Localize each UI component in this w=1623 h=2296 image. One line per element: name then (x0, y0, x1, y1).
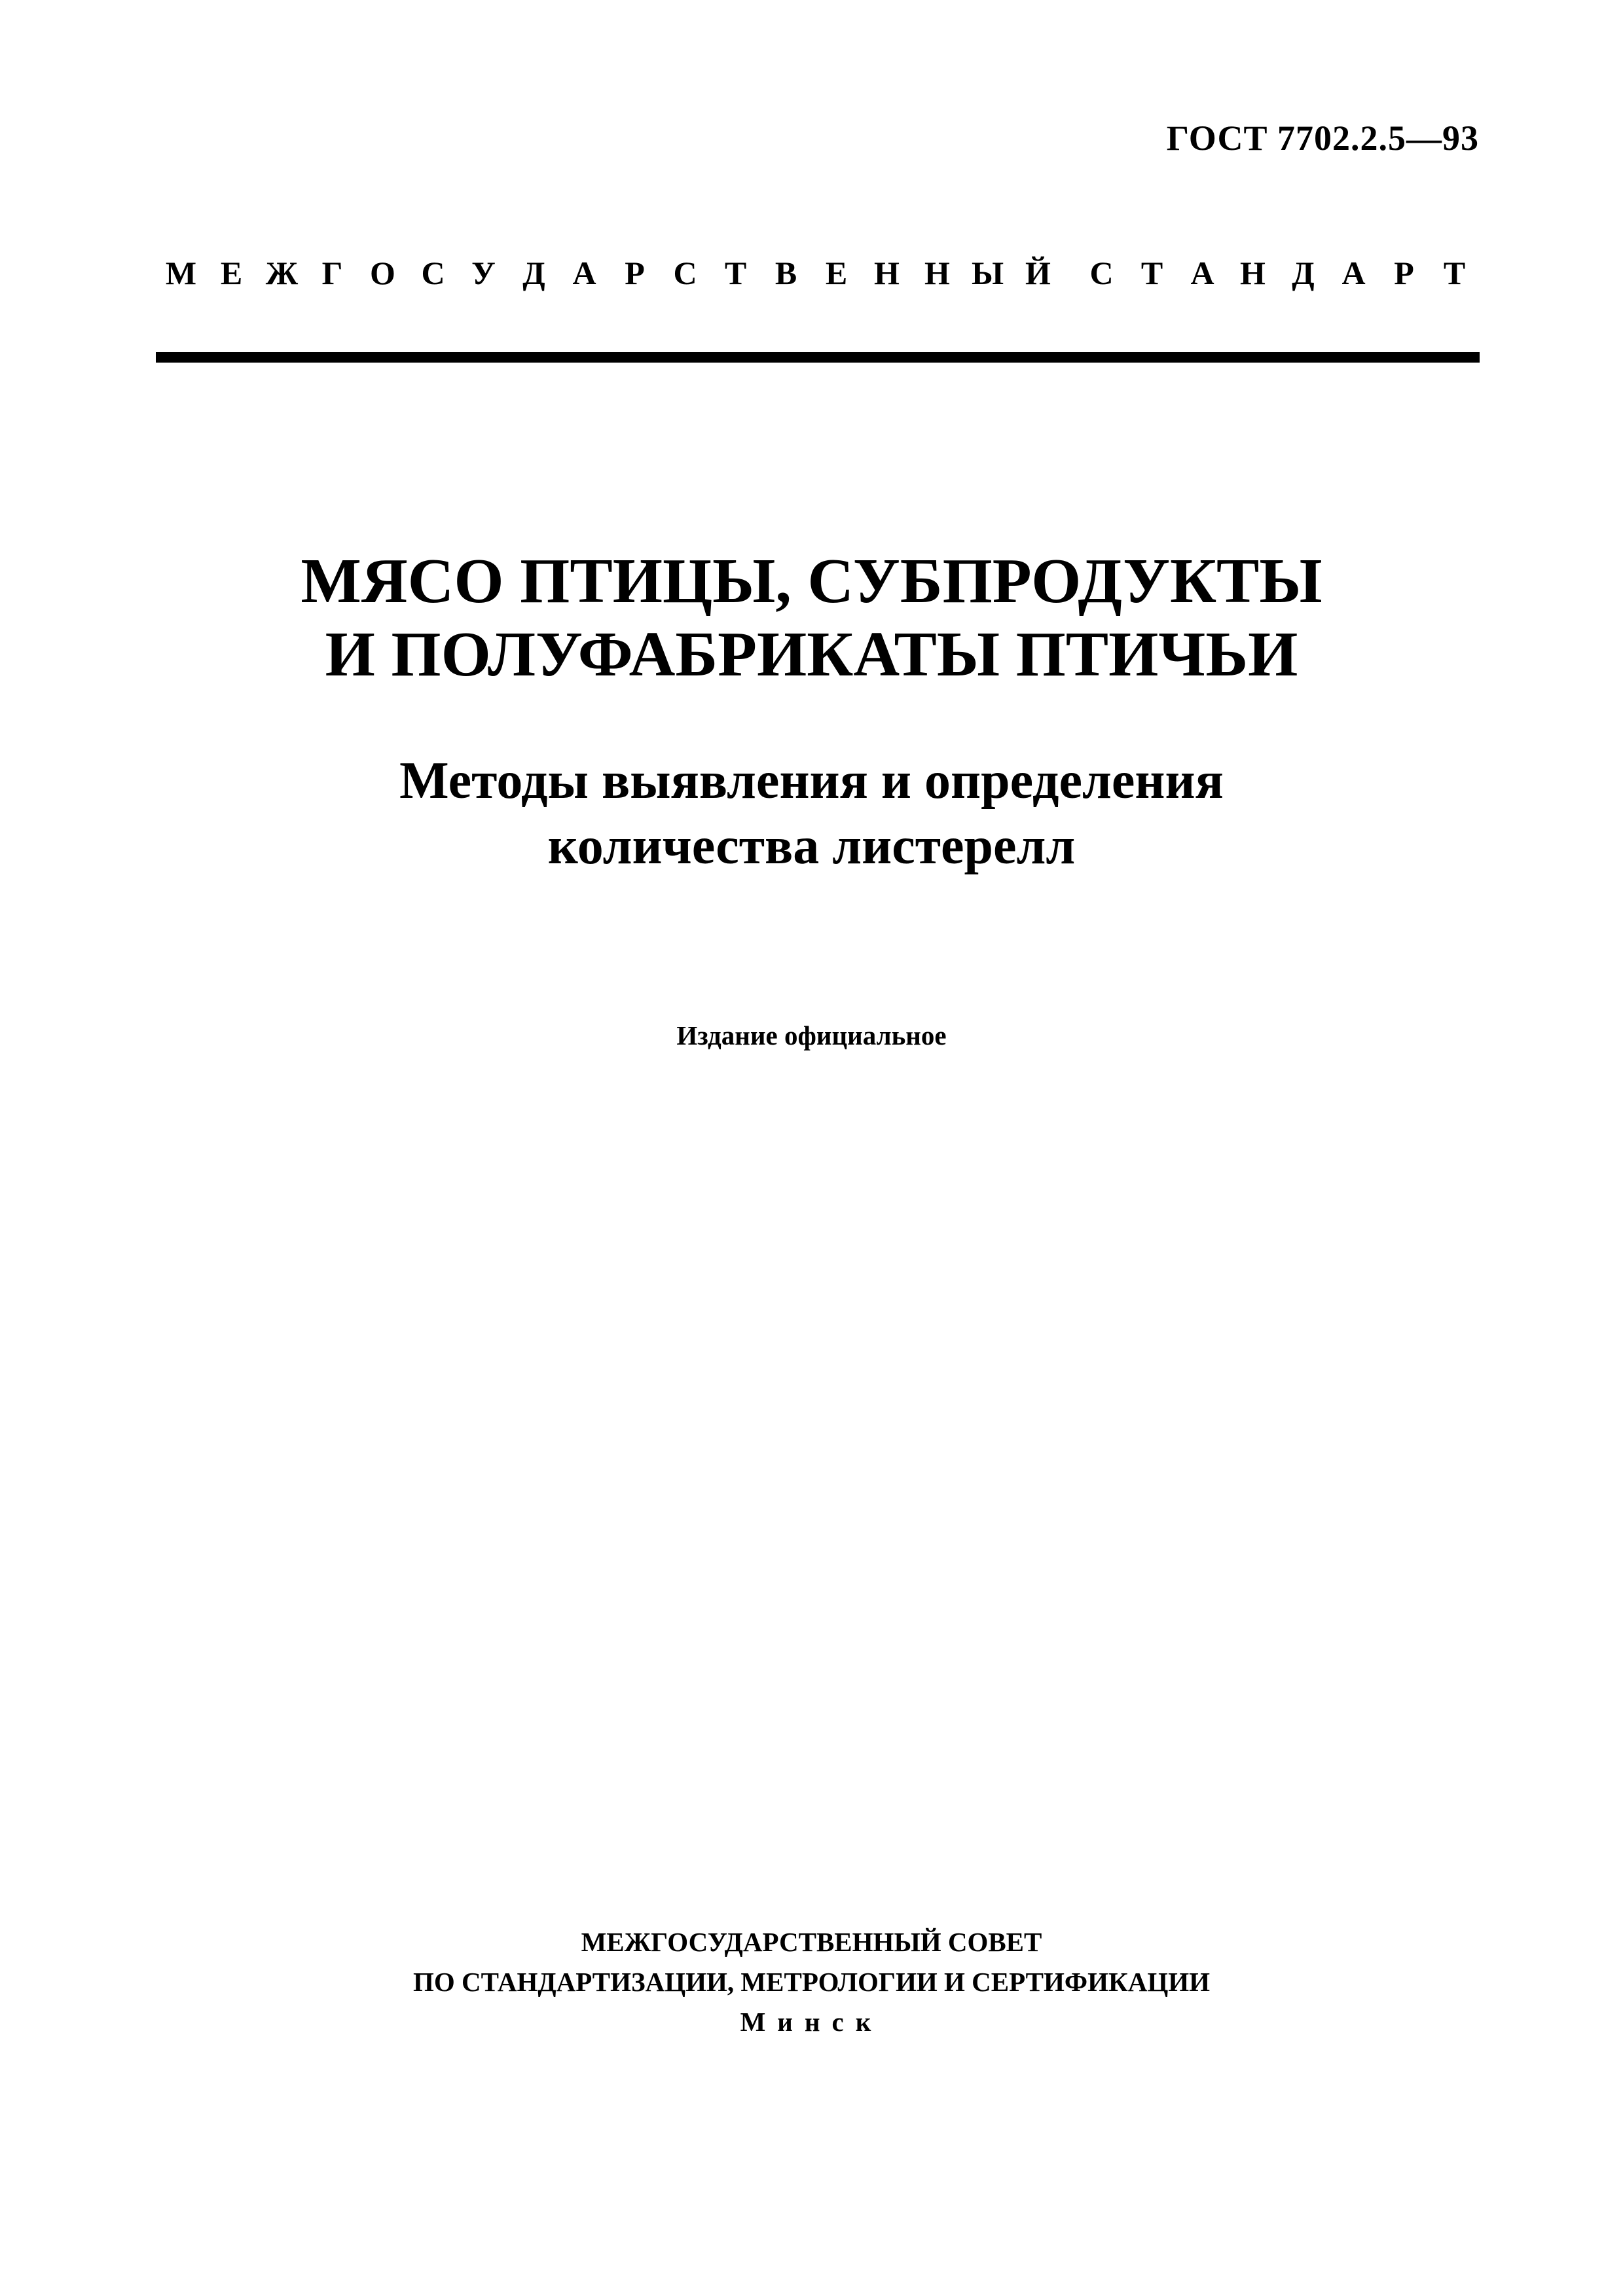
heading-letter: С (1089, 255, 1114, 291)
heading-letter: М (165, 255, 197, 291)
heading-letter: А (572, 255, 596, 291)
heading-letter: В (775, 255, 797, 291)
heading-letter: Ы (971, 255, 1004, 291)
heading-letter: О (370, 255, 395, 291)
subtitle-line-2: количества листерелл (547, 817, 1076, 875)
heading-letter: Н (874, 255, 900, 291)
publisher-city: Минск (740, 2007, 883, 2037)
heading-letter: Т (1443, 255, 1466, 291)
heading-letter: С (673, 255, 697, 291)
heading-letter: Д (522, 255, 545, 291)
heading-letter: Т (1140, 255, 1163, 291)
publisher-line-1: МЕЖГОСУДАРСТВЕННЫЙ СОВЕТ (581, 1927, 1042, 1957)
heading-letter: Е (825, 255, 848, 291)
heading-letter: Е (220, 255, 243, 291)
document-subtitle (0, 748, 1623, 879)
heading-letter: С (421, 255, 445, 291)
heading-letter: Н (924, 255, 950, 291)
document-title (0, 545, 1623, 691)
standard-type-heading (156, 257, 1480, 289)
publisher-line-2: ПО СТАНДАРТИЗАЦИИ, МЕТРОЛОГИИ И СЕРТИФИКАЦИИ (412, 1967, 1211, 1997)
heading-letter: Ж (265, 255, 299, 291)
standard-type-word-2 (1076, 257, 1480, 289)
heading-letter: У (471, 255, 496, 291)
document-number: ГОСТ 7702.2.5—93 (1166, 118, 1479, 158)
heading-letter: Н (1240, 255, 1266, 291)
publisher-block (0, 1922, 1623, 2042)
heading-letter: Д (1292, 255, 1315, 291)
heading-letter: Г (321, 255, 343, 291)
heading-letter: А (1341, 255, 1366, 291)
subtitle-line-1: Методы выявления и определения (399, 752, 1224, 810)
heading-letter: Т (724, 255, 747, 291)
heading-letter: Р (625, 255, 645, 291)
heading-letter: Р (1394, 255, 1414, 291)
heading-letter: Й (1025, 255, 1051, 291)
heading-letter: А (1190, 255, 1214, 291)
title-line-2: И ПОЛУФАБРИКАТЫ ПТИЧЬИ (325, 619, 1298, 690)
edition-label: Издание официальное (676, 1020, 947, 1050)
standard-type-word-1 (156, 257, 1063, 289)
heading-divider (156, 352, 1480, 363)
title-line-1: МЯСО ПТИЦЫ, СУБПРОДУКТЫ (301, 546, 1322, 617)
